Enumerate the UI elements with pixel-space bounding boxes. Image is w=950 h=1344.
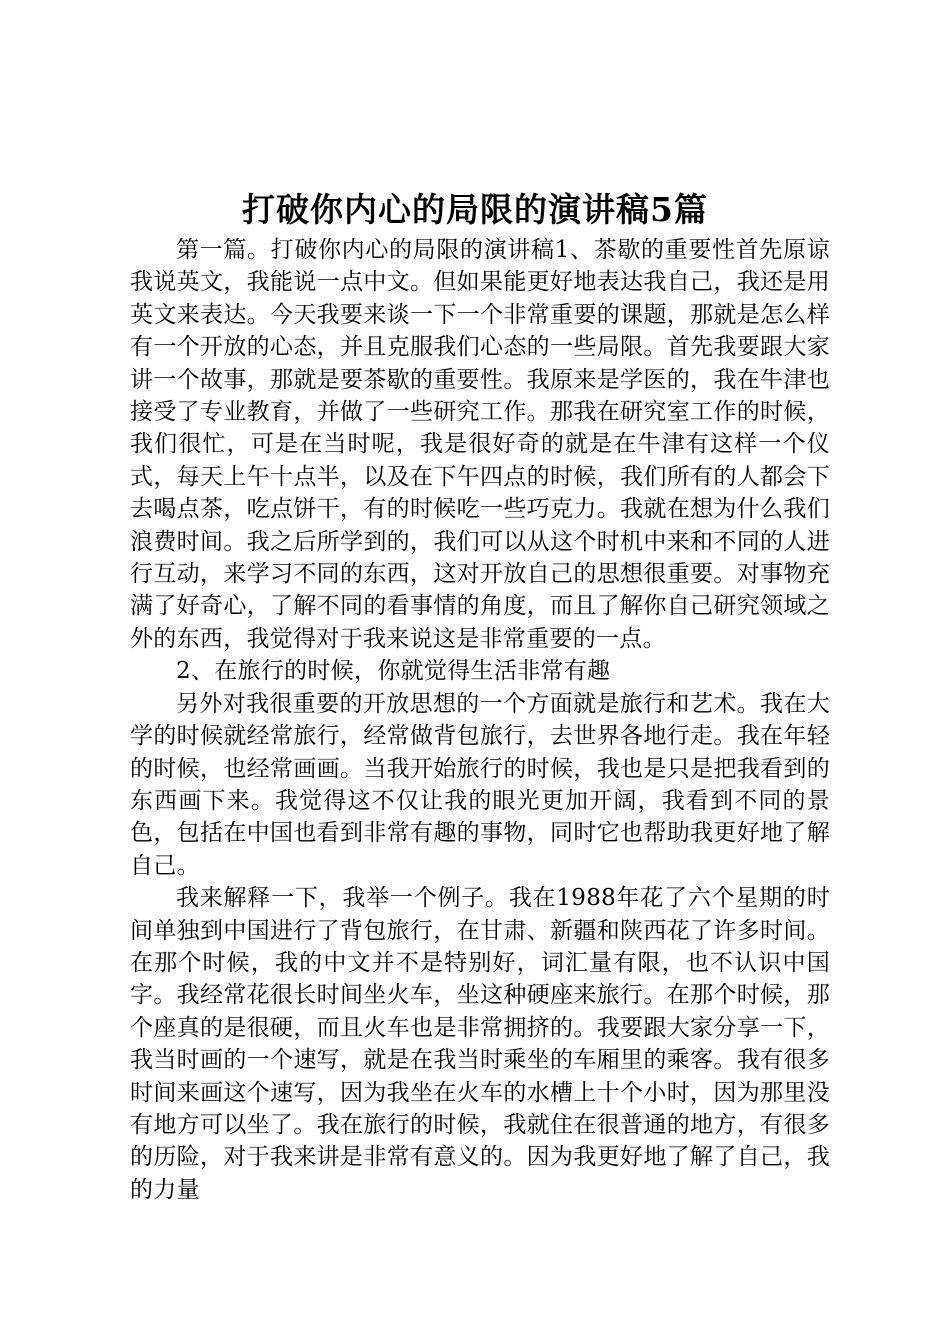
document-body xyxy=(130,234,830,1206)
paragraph-4: 我来解释一下，我举一个例子。我在1988年花了六个星期的时间单独到中国进行了背包旅行，在甘肃、新疆和陕西花了许多时间。在那个时候，我的中文并不是特别好，词汇量有限，也不认识中国字。我经常花很长时间坐火车，坐这种硬座来旅行。在那个时候，那个座真的是很硬，而且火车也是非常拥挤的。我要跟大家分享一下，我当时画的一个速写，就是在我当时乘坐的车厢里的乘客。我有很多时间来画这个速写，因为我坐在火车的水槽上十个小时，因为那里没有地方可以坐了。我在旅行的时候，我就住在很普通的地方，有很多的历险，对于我来讲是非常有意义的。因为我更好地了解了自己，我的力量 xyxy=(130,885,830,1203)
paragraph-3: 另外对我很重要的开放思想的一个方面就是旅行和艺术。我在大学的时候就经常旅行，经常做背包旅行，去世界各地行走。我在年轻的时候，也经常画画。当我开始旅行的时候，我也是只是把我看到的东西画下来。我觉得这不仅让我的眼光更加开阔，我看到不同的景色，包括在中国也看到非常有趣的事物，同时它也帮助我更好地了解自己。 xyxy=(130,690,830,879)
paragraph-2-heading: 2、在旅行的时候，你就觉得生活非常有趣 xyxy=(176,658,611,685)
paragraph-1: 第一篇。打破你内心的局限的演讲稿1、茶歇的重要性首先原谅我说英文，我能说一点中文。但如果能更好地表达我自己，我还是用英文来表达。今天我要来谈一下一个非常重要的课题，那就是怎么样有一个开放的心态，并且克服我们心态的一些局限。首先我要跟大家讲一个故事，那就是要茶歇的重要性。我原来是学医的，我在牛津也接受了专业教育，并做了一些研究工作。那我在研究室工作的时候，我们很忙，可是在当时呢，我是很好奇的就是在牛津有这样一个仪式，每天上午十点半，以及在下午四点的时候，我们所有的人都会下去喝点茶，吃点饼干，有的时候吃一些巧克力。我就在想为什么我们浪费时间。我之后所学到的，我们可以从这个时机中来和不同的人进行互动，来学习不同的东西，这对开放自己的思想很重要。对事物充满了好奇心，了解不同的看事情的角度，而且了解你自己研究领域之外的东西，我觉得对于我来说这是非常重要的一点。 xyxy=(130,237,830,652)
document-title: 打破你内心的局限的演讲稿5篇 xyxy=(242,190,708,229)
